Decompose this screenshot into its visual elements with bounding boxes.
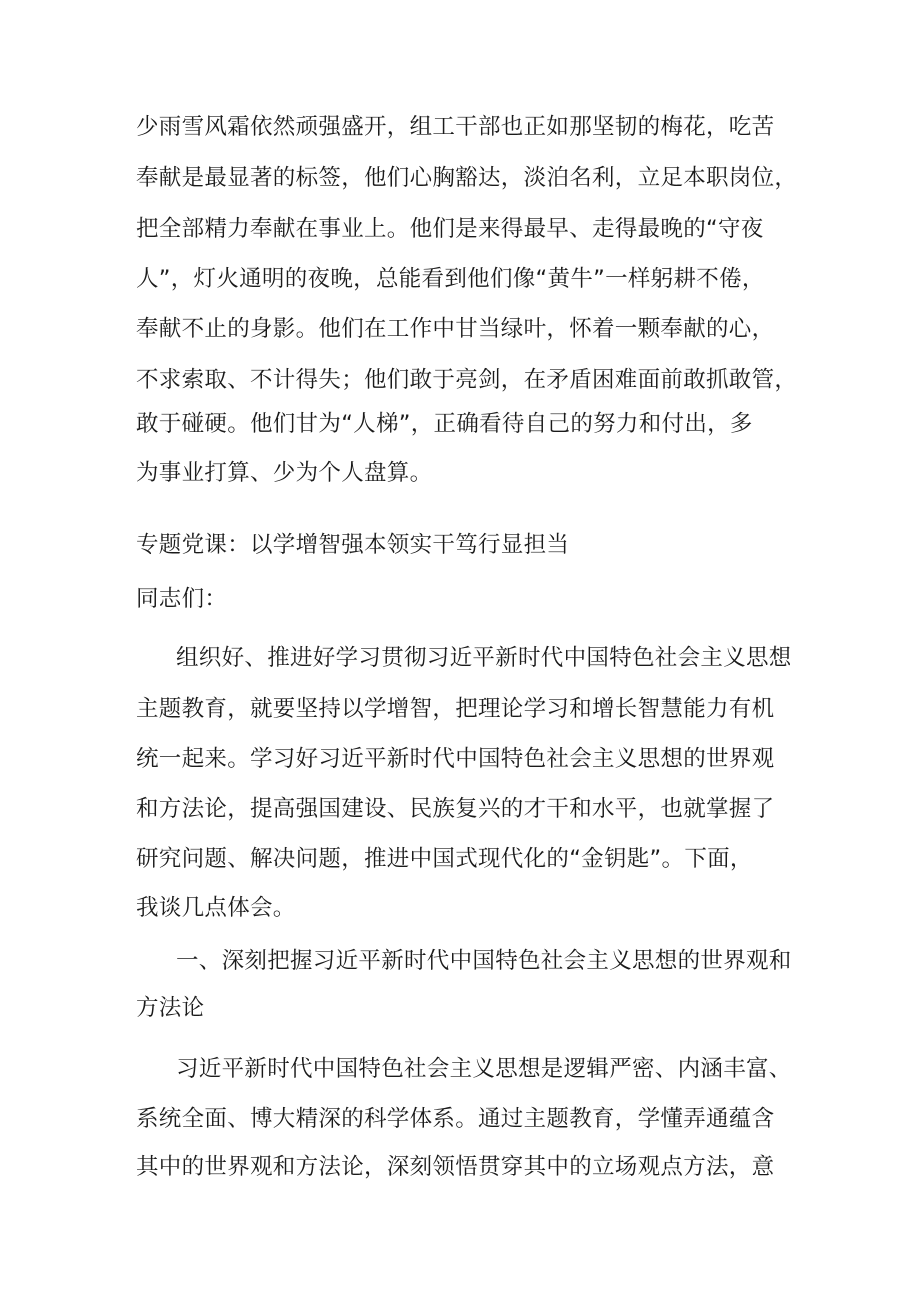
text-line: 少雨雪风霜依然顽强盛开，组工干部也正如那坚韧的梅花，吃苦 [136, 114, 775, 140]
text-line: 组织好、推进好学习贯彻习近平新时代中国特色社会主义思想 [176, 645, 792, 671]
text-line: 敢于碰硬。他们甘为“人梯”，正确看待自己的努力和付出，多 [136, 411, 753, 437]
text-line: 统一起来。学习好习近平新时代中国特色社会主义思想的世界观 [136, 746, 775, 772]
text-line: 主题教育，就要坚持以学增智，把理论学习和增长智慧能力有机 [136, 696, 775, 722]
section-heading: 一、深刻把握习近平新时代中国特色社会主义思想的世界观和 [176, 948, 792, 974]
text-line: 其中的世界观和方法论，深刻领悟贯穿其中的立场观点方法，意 [136, 1154, 775, 1180]
text-line: 和方法论，提高强国建设、民族复兴的才干和水平，也就掌握了 [136, 796, 775, 822]
text-line: 系统全面、博大精深的科学体系。通过主题教育，学懂弄通蕴含 [136, 1106, 775, 1132]
text-line: 为事业打算、少为个人盘算。 [136, 460, 433, 486]
text-line: 把全部精力奉献在事业上。他们是来得最早、走得最晚的“守夜 [136, 216, 764, 242]
text-line: 奉献是最显著的标签，他们心胸豁达，淡泊名利，立足本职岗位， [136, 165, 798, 191]
text-line: 不求索取、不计得失；他们敢于亮剑，在矛盾困难面前敢抓敢管， [136, 367, 798, 393]
document-title: 专题党课：以学增智强本领实干笃行显担当 [136, 532, 570, 558]
text-line: 奉献不止的身影。他们在工作中甘当绿叶，怀着一颗奉献的心， [136, 316, 775, 342]
text-line: 我谈几点体会。 [136, 895, 296, 921]
section-heading: 方法论 [136, 995, 205, 1021]
text-line: 人”，灯火通明的夜晚，总能看到他们像“黄牛”一样躬耕不倦， [136, 266, 765, 292]
text-line: 习近平新时代中国特色社会主义思想是逻辑严密、内涵丰富、 [176, 1056, 792, 1082]
text-line: 研究问题、解决问题，推进中国式现代化的“金钥匙”。下面， [136, 846, 753, 872]
salutation: 同志们： [136, 586, 228, 612]
